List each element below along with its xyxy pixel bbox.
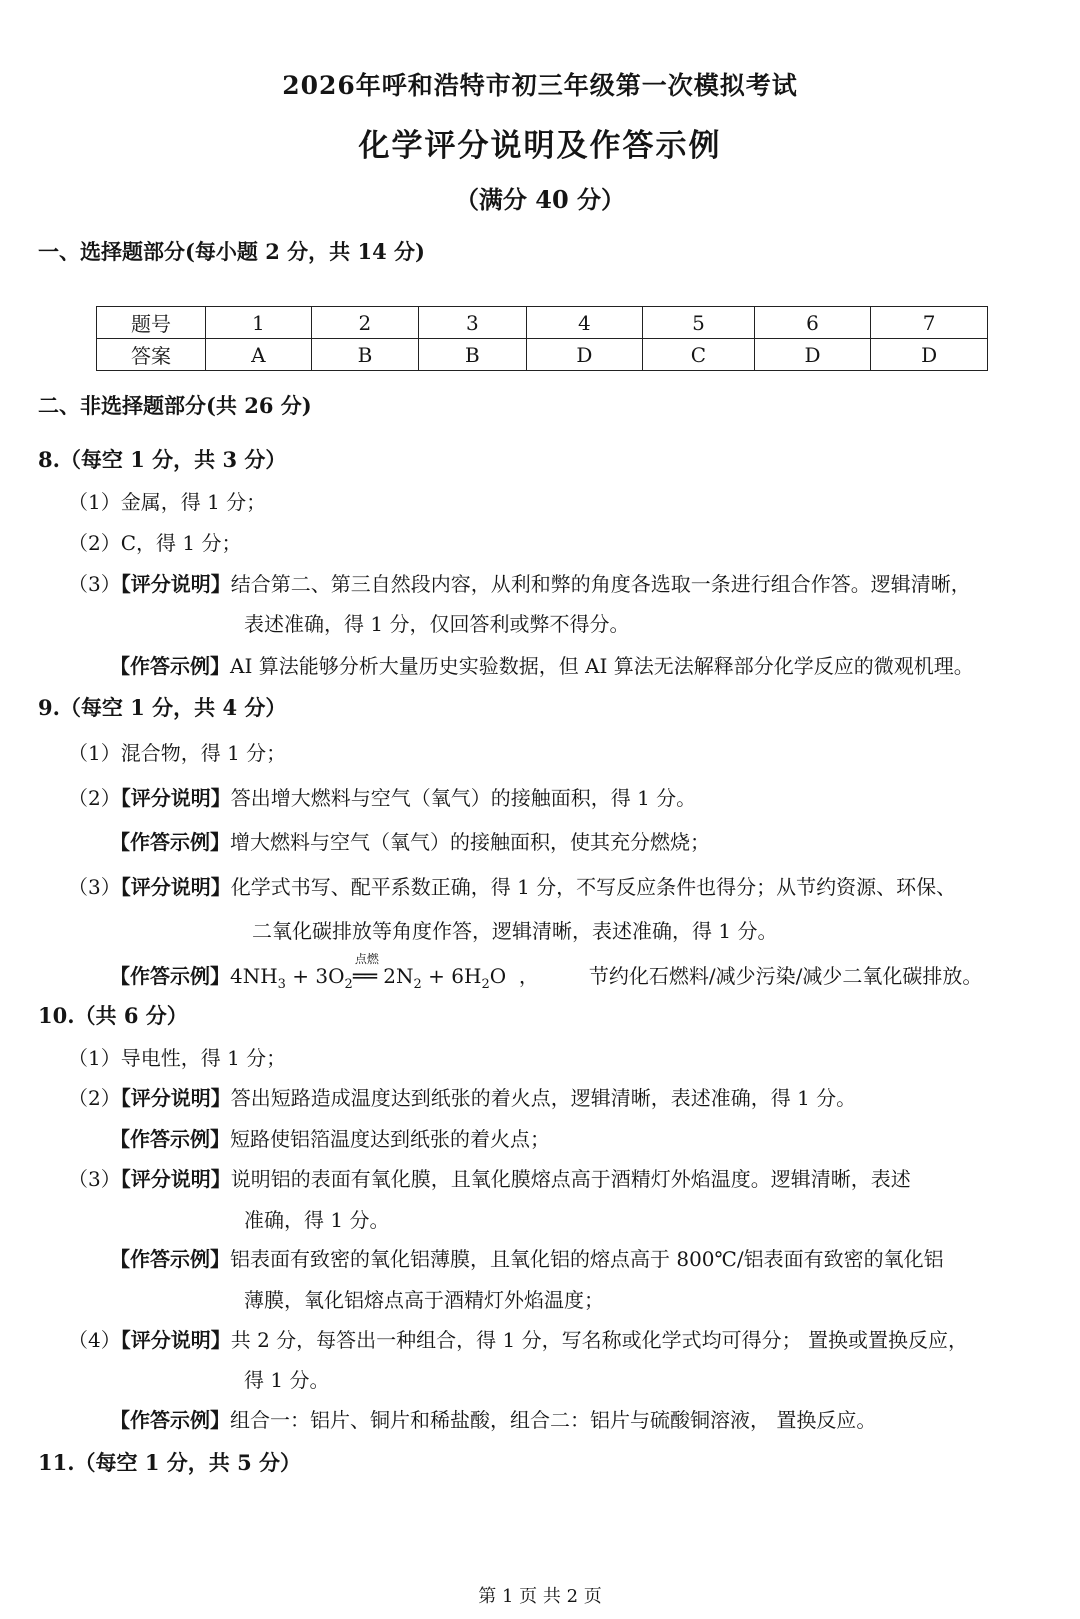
scoring-note: 说明铝的表面有氧化膜，且氧化膜熔点高于酒精灯外焰温度。逻辑清晰，表述 bbox=[230, 1167, 911, 1191]
item-number: （2） bbox=[68, 1086, 121, 1110]
scoring-note: 化学式书写、配平系数正确，得 1 分，不写反应条件也得分；从节约资源、环保、 bbox=[230, 875, 957, 899]
example-text: 节约化石燃料/减少污染/减少二氧化碳排放。 bbox=[588, 964, 983, 988]
q10-answer-3 bbox=[68, 1163, 911, 1192]
example-tag: 【作答示例】 bbox=[110, 1247, 230, 1271]
example-tag: 【作答示例】 bbox=[110, 654, 230, 678]
scoring-note-continued: 表述准确，得 1 分，仅回答利或弊不得分。 bbox=[244, 612, 630, 636]
scoring-note-continued: 得 1 分。 bbox=[244, 1368, 330, 1392]
item-number: （3） bbox=[68, 875, 121, 899]
scoring-note: 共 2 分，每答出一种组合，得 1 分，写名称或化学式均可得分； 置换或置换反应， bbox=[230, 1328, 968, 1352]
q10-example-4 bbox=[110, 1404, 876, 1433]
item-number: （4） bbox=[68, 1328, 121, 1352]
example-text: 增大燃料与空气（氧气）的接触面积，使其充分燃烧； bbox=[230, 830, 710, 854]
answer-cell: A bbox=[206, 339, 312, 371]
q10-answer-4 bbox=[68, 1324, 968, 1353]
q10-heading: 10.（共 6 分） bbox=[38, 1003, 188, 1028]
answer-cell: D bbox=[754, 339, 871, 371]
scoring-note: 结合第二、第三自然段内容，从利和弊的角度各选取一条进行组合作答。逻辑清晰， bbox=[230, 572, 971, 596]
row-label-number: 题号 bbox=[97, 307, 206, 339]
answer-cell: B bbox=[419, 339, 526, 371]
q9-heading: 9.（每空 1 分，共 4 分） bbox=[38, 695, 287, 720]
question-number: 1 bbox=[206, 307, 312, 339]
example-tag: 【作答示例】 bbox=[110, 830, 230, 854]
scoring-note-tag: 【评分说明】 bbox=[120, 786, 231, 810]
scoring-note: 答出增大燃料与空气（氧气）的接触面积，得 1 分。 bbox=[230, 786, 697, 810]
q9-example-3 bbox=[110, 952, 983, 992]
table-row bbox=[97, 339, 988, 371]
section2-title: 二、非选择题部分(共 26 分) bbox=[38, 393, 312, 418]
scoring-note-tag: 【评分说明】 bbox=[120, 1167, 231, 1191]
q10-example-2 bbox=[110, 1123, 550, 1152]
document-subtitle: 化学评分说明及作答示例 bbox=[358, 128, 722, 164]
chemical-equation: $4NH_3 + 3O_2$ 点燃 ══ $2N_2 + 6H_2O$ ， bbox=[230, 952, 539, 992]
scoring-note-continued: 二氧化碳排放等角度作答，逻辑清晰，表述准确，得 1 分。 bbox=[252, 919, 778, 943]
example-text: 短路使铝箔温度达到纸张的着火点； bbox=[230, 1127, 550, 1151]
example-tag: 【作答示例】 bbox=[110, 964, 230, 988]
scoring-note-tag: 【评分说明】 bbox=[120, 572, 231, 596]
question-number: 2 bbox=[311, 307, 418, 339]
answer-cell: D bbox=[526, 339, 643, 371]
page-number: 第 1 页 共 2 页 bbox=[478, 1586, 602, 1607]
question-number: 3 bbox=[419, 307, 526, 339]
q10-example-3 bbox=[110, 1243, 944, 1272]
question-number: 5 bbox=[643, 307, 755, 339]
scoring-note: 答出短路造成温度达到纸张的着火点，逻辑清晰，表述准确，得 1 分。 bbox=[230, 1086, 857, 1110]
row-label-answer: 答案 bbox=[97, 339, 206, 371]
full-score: （满分 40 分） bbox=[454, 185, 626, 214]
reaction-condition: 点燃 bbox=[354, 952, 379, 966]
item-number: （2） bbox=[68, 786, 121, 810]
answer-cell: D bbox=[871, 339, 988, 371]
q10-answer-1: （1）导电性，得 1 分； bbox=[68, 1046, 287, 1070]
q8-answer-3 bbox=[68, 568, 971, 597]
question-number: 4 bbox=[526, 307, 643, 339]
item-number: （3） bbox=[68, 572, 121, 596]
q9-example-2 bbox=[110, 826, 710, 855]
answer-table bbox=[96, 306, 988, 371]
example-text: 铝表面有致密的氧化铝薄膜，且氧化铝的熔点高于 800℃/铝表面有致密的氧化铝 bbox=[230, 1247, 944, 1271]
q9-answer-3 bbox=[68, 871, 956, 900]
answer-cell: B bbox=[311, 339, 418, 371]
example-tag: 【作答示例】 bbox=[110, 1127, 230, 1151]
scoring-note-tag: 【评分说明】 bbox=[120, 1328, 231, 1352]
example-text: 组合一：铝片、铜片和稀盐酸，组合二：铝片与硫酸铜溶液， 置换反应。 bbox=[230, 1408, 877, 1432]
reaction-arrow: 点燃 ══ bbox=[352, 952, 379, 988]
example-text: AI 算法能够分析大量历史实验数据，但 AI 算法无法解释部分化学反应的微观机理。 bbox=[230, 654, 974, 678]
q8-answer-1: （1）金属，得 1 分； bbox=[68, 490, 267, 514]
q8-example bbox=[110, 650, 974, 679]
section1-title: 一、选择题部分(每小题 2 分，共 14 分) bbox=[38, 239, 425, 264]
scoring-note-tag: 【评分说明】 bbox=[120, 1086, 231, 1110]
q11-heading: 11.（每空 1 分，共 5 分） bbox=[38, 1450, 302, 1475]
item-number: （3） bbox=[68, 1167, 121, 1191]
question-number: 6 bbox=[754, 307, 871, 339]
example-tag: 【作答示例】 bbox=[110, 1408, 230, 1432]
q8-answer-2: （2）C，得 1 分； bbox=[68, 531, 242, 555]
table-row bbox=[97, 307, 988, 339]
scoring-note-tag: 【评分说明】 bbox=[120, 875, 231, 899]
answer-cell: C bbox=[643, 339, 755, 371]
question-number: 7 bbox=[871, 307, 988, 339]
q10-answer-2 bbox=[68, 1082, 856, 1111]
q9-answer-1: （1）混合物，得 1 分； bbox=[68, 741, 287, 765]
scoring-note-continued: 准确，得 1 分。 bbox=[244, 1208, 390, 1232]
exam-title: 2026年呼和浩特市初三年级第一次模拟考试 bbox=[282, 71, 798, 100]
q8-heading: 8.（每空 1 分，共 3 分） bbox=[38, 447, 287, 472]
q9-answer-2 bbox=[68, 782, 696, 811]
example-continued: 薄膜，氧化铝熔点高于酒精灯外焰温度； bbox=[244, 1288, 604, 1312]
